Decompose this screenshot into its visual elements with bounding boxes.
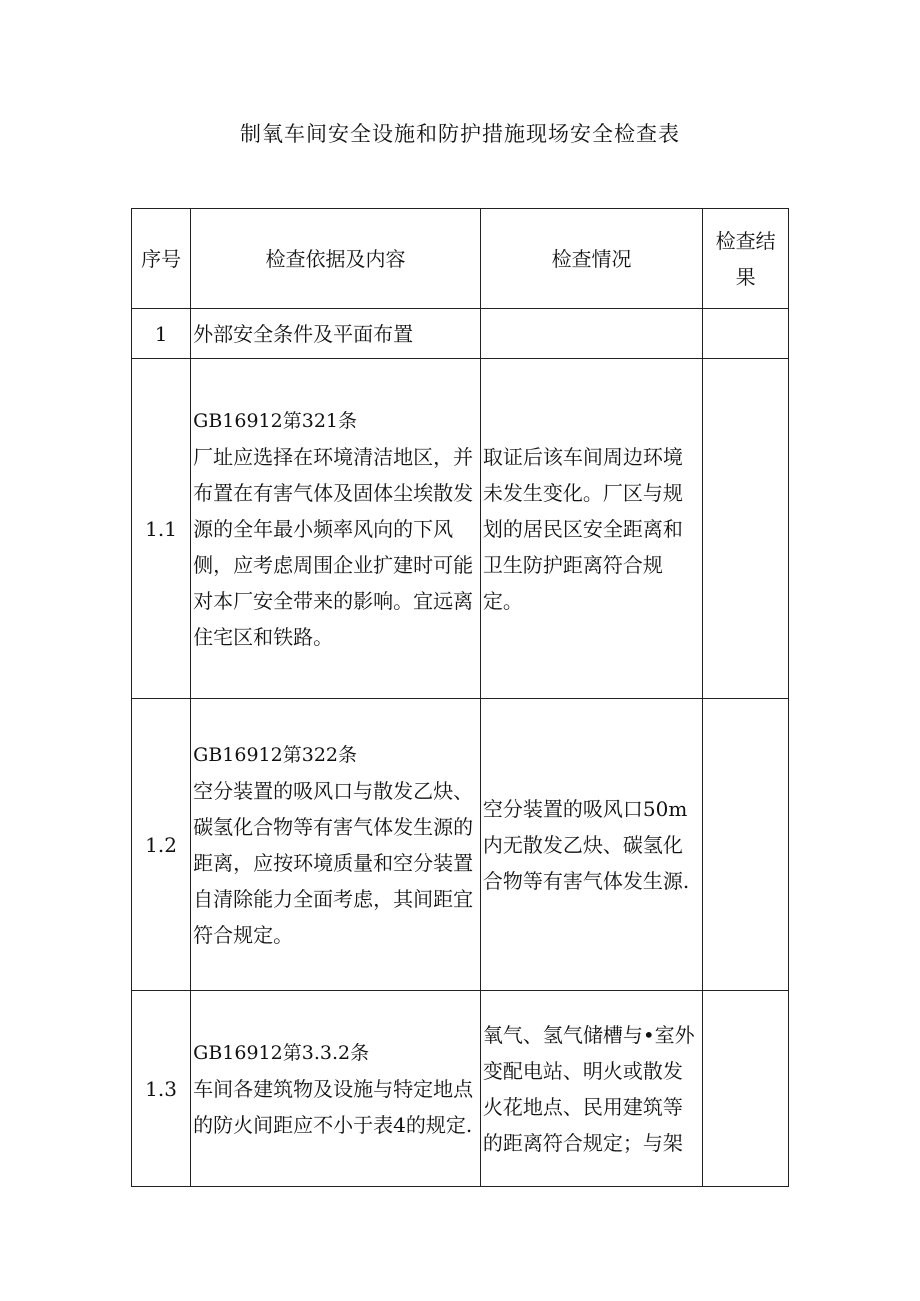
section-title: 外部安全条件及平面布置 bbox=[191, 309, 481, 359]
row-reference: GB16912第322条 bbox=[193, 743, 358, 766]
table-row bbox=[132, 699, 789, 991]
row-no: 1.1 bbox=[132, 359, 191, 699]
header-basis: 检查依据及内容 bbox=[191, 209, 481, 309]
table-header-row bbox=[132, 209, 789, 309]
row-basis-text: 厂址应选择在环境清洁地区，并布置在有害气体及固体尘埃散发源的全年最小频率风向的下风侧，应考虑周围企业扩建时可能对本厂安全带来的影响。宜远离住宅区和铁路。 bbox=[193, 444, 474, 649]
section-no: 1 bbox=[132, 309, 191, 359]
section-row bbox=[132, 309, 789, 359]
row-result bbox=[703, 991, 789, 1187]
row-no: 1.2 bbox=[132, 699, 191, 991]
row-no: 1.3 bbox=[132, 991, 191, 1187]
row-basis-text: 车间各建筑物及设施与特定地点的防火间距应不小于表4的规定. bbox=[193, 1076, 474, 1137]
row-status: 取证后该车间周边环境未发生变化。厂区与规划的居民区安全距离和卫生防护距离符合规定。 bbox=[480, 359, 702, 699]
header-result-line1: 检查结 bbox=[715, 228, 776, 253]
row-basis-cell bbox=[191, 699, 481, 991]
row-basis-cell bbox=[191, 991, 481, 1187]
table-row bbox=[132, 359, 789, 699]
header-status: 检查情况 bbox=[480, 209, 702, 309]
section-result-cell bbox=[703, 309, 789, 359]
row-reference: GB16912第3.3.2条 bbox=[193, 1041, 370, 1064]
row-result bbox=[703, 359, 789, 699]
header-no: 序号 bbox=[132, 209, 191, 309]
section-status-cell bbox=[480, 309, 702, 359]
row-status: 氧气、氢气储槽与•室外变配电站、明火或散发火花地点、民用建筑等的距离符合规定；与架 bbox=[480, 991, 702, 1187]
row-basis-text: 空分装置的吸风口与散发乙炔、碳氢化合物等有害气体发生源的距离，应按环境质量和空分装置自清除能力全面考虑，其间距宜符合规定。 bbox=[193, 778, 474, 947]
safety-check-table bbox=[131, 208, 789, 1187]
row-result bbox=[703, 699, 789, 991]
row-status: 空分装置的吸风口50m内无散发乙炔、碳氢化合物等有害气体发生源. bbox=[480, 699, 702, 991]
row-basis-cell bbox=[191, 359, 481, 699]
row-reference: GB16912第321条 bbox=[193, 409, 358, 432]
header-result-line2: 果 bbox=[735, 264, 756, 289]
document-title: 制氧车间安全设施和防护措施现场安全检查表 bbox=[240, 122, 680, 146]
table-row bbox=[132, 991, 789, 1187]
header-result bbox=[703, 209, 789, 309]
